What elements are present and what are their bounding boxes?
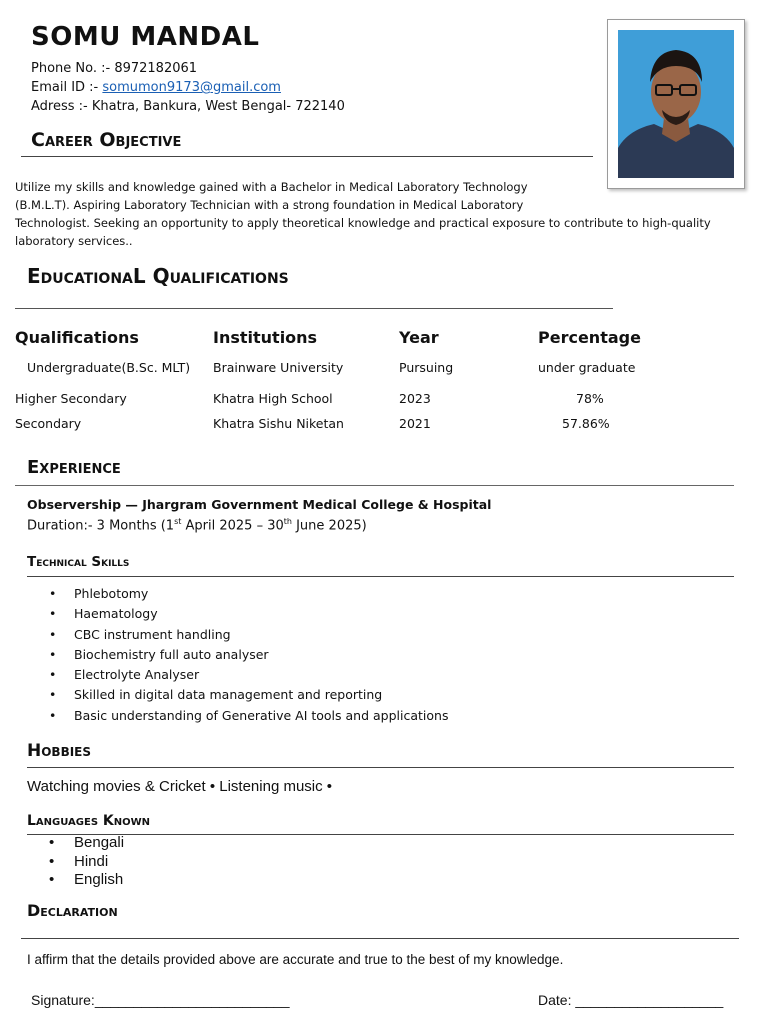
email-line	[31, 80, 281, 95]
institution-cell: Khatra High School	[213, 391, 333, 406]
signature-line: Signature:_________________________	[31, 992, 290, 1008]
bullet-icon: •	[49, 687, 57, 703]
objective-line: Technologist. Seeking an opportunity to apply theoretical knowledge and practical exposure to contribute to high-quality	[15, 216, 711, 230]
list-item	[28, 853, 124, 872]
candidate-name: SOMU MANDAL	[31, 22, 260, 52]
declaration-heading: Declaration	[27, 901, 118, 920]
career-objective-heading: Career Objective	[31, 129, 182, 151]
percentage-cell: 57.86%	[562, 416, 610, 431]
objective-line: Utilize my skills and knowledge gained with a Bachelor in Medical Laboratory Technology	[15, 180, 528, 194]
hobbies-text: Watching movies & Cricket • Listening music •	[27, 778, 333, 795]
list-item	[28, 685, 448, 705]
skill-label: Basic understanding of Generative AI tools and applications	[74, 707, 449, 723]
institution-cell: Brainware University	[213, 360, 344, 375]
bullet-icon: •	[49, 834, 55, 851]
qualification-cell: Secondary	[15, 416, 82, 431]
languages-heading: Languages Known	[27, 813, 151, 829]
skills-list	[28, 584, 448, 726]
bullet-icon: •	[49, 586, 57, 601]
column-header-year: Year	[399, 328, 439, 347]
qualification-cell: Higher Secondary	[15, 391, 127, 406]
bullet-icon: •	[49, 626, 57, 642]
skill-label: Electrolyte Analyser	[74, 667, 200, 683]
bullet-icon: •	[49, 606, 57, 622]
list-item	[28, 625, 448, 645]
education-rule	[15, 308, 613, 309]
languages-list	[28, 834, 124, 890]
duration-part: Duration:- 3 Months (1	[27, 518, 175, 534]
institution-cell: Khatra Sishu Niketan	[213, 416, 344, 431]
percentage-cell: under graduate	[538, 360, 636, 375]
career-objective-rule	[21, 156, 593, 157]
duration-part: April 2025 – 30	[181, 518, 284, 534]
language-label: Bengali	[74, 834, 125, 851]
language-label: Hindi	[74, 852, 109, 870]
column-header-qualifications: Qualifications	[15, 328, 139, 347]
education-heading: EducationaL Qualifications	[27, 264, 289, 288]
list-item	[28, 665, 448, 685]
hobbies-heading: Hobbies	[27, 741, 92, 761]
address: Adress :- Khatra, Bankura, West Bengal- 722140	[31, 99, 345, 114]
year-cell: 2023	[399, 391, 431, 406]
bullet-icon: •	[49, 871, 55, 888]
skills-rule	[27, 576, 734, 577]
experience-duration	[27, 517, 367, 533]
list-item	[28, 706, 448, 726]
skill-label: Skilled in digital data management and reporting	[74, 687, 383, 703]
year-cell: Pursuing	[399, 360, 454, 375]
skill-label: CBC instrument handling	[74, 626, 231, 642]
experience-rule	[15, 485, 734, 486]
list-item	[28, 871, 124, 890]
profile-photo	[607, 19, 745, 189]
objective-line: laboratory services..	[15, 234, 133, 248]
declaration-rule	[21, 938, 739, 939]
phone-number: Phone No. :- 8972182061	[31, 61, 198, 76]
skill-label: Haematology	[74, 606, 158, 622]
language-label: English	[74, 871, 124, 888]
career-objective-text	[15, 178, 755, 250]
year-cell: 2021	[399, 416, 431, 431]
experience-heading: Experience	[27, 457, 121, 478]
list-item	[28, 834, 124, 853]
bullet-icon: •	[49, 646, 57, 662]
duration-part: June 2025)	[291, 518, 367, 534]
skill-label: Phlebotomy	[74, 586, 149, 601]
email-label: Email ID :-	[31, 80, 103, 95]
column-header-institutions: Institutions	[213, 328, 318, 347]
list-item	[28, 584, 448, 604]
email-link[interactable]: somumon9173@gmail.com	[102, 80, 281, 95]
technical-skills-heading: Technical Skills	[27, 554, 130, 570]
languages-rule	[27, 834, 734, 835]
bullet-icon: •	[49, 852, 55, 870]
experience-title: Observership — Jhargram Government Medical College & Hospital	[27, 497, 492, 512]
bullet-icon: •	[49, 667, 57, 683]
date-line: Date: ___________________	[538, 992, 724, 1008]
ordinal-suffix: st	[174, 517, 182, 526]
declaration-text: I affirm that the details provided above are accurate and true to the best of my knowledge.	[27, 952, 564, 967]
qualification-cell: Undergraduate(B.Sc. MLT)	[27, 360, 191, 375]
column-header-percentage: Percentage	[538, 328, 641, 347]
photo-image	[618, 30, 734, 178]
percentage-cell: 78%	[576, 391, 604, 406]
ordinal-suffix: th	[283, 517, 292, 526]
list-item	[28, 645, 448, 665]
skill-label: Biochemistry full auto analyser	[74, 646, 269, 662]
hobbies-rule	[27, 767, 734, 768]
list-item	[28, 604, 448, 624]
person-portrait-icon	[618, 30, 734, 178]
objective-line: (B.M.L.T). Aspiring Laboratory Technician with a strong foundation in Medical Laboratory	[15, 198, 524, 212]
bullet-icon: •	[49, 707, 57, 723]
